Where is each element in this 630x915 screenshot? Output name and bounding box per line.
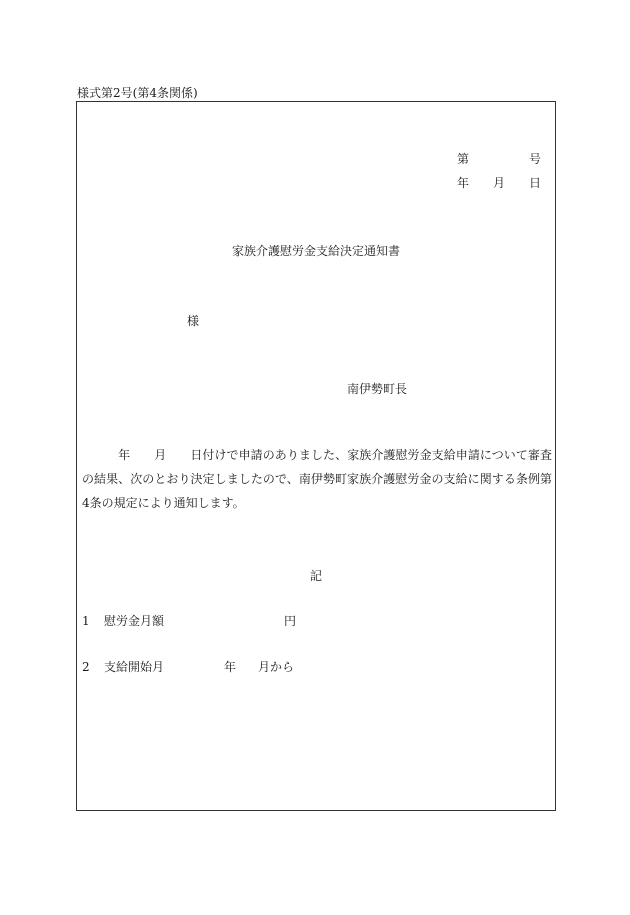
item-month-from: 月から [258, 660, 295, 674]
item-unit: 円 [284, 614, 297, 628]
document-title: 家族介護慰労金支給決定通知書 [231, 244, 400, 258]
item-monthly-amount [82, 612, 296, 629]
form-number-label: 様式第2号(第4条関係) [77, 86, 198, 100]
issue-date-row [457, 174, 541, 191]
notice-body [82, 443, 552, 515]
document-number-suffix: 号 [528, 152, 541, 166]
item-start-month [82, 658, 294, 675]
item-year: 年 [224, 660, 237, 674]
document-number-prefix: 第 [457, 152, 470, 166]
document-number-row [457, 150, 541, 167]
issue-date-month: 月 [492, 176, 505, 190]
body-year: 年 [118, 448, 131, 462]
body-text: 日付けで申請のありました、家族介護慰労金支給申請について審査の結果、次のとおり決定しましたので、南伊勢町家族介護慰労金の支給に関する条例第4条の規定により通知します。 [82, 448, 552, 510]
item-label: 支給開始月 [104, 660, 165, 674]
addressee-honorific: 様 [187, 314, 200, 328]
item-number: 2 [82, 660, 90, 674]
sender-name: 南伊勢町長 [347, 382, 408, 396]
item-number: 1 [82, 614, 90, 628]
issue-date-day: 日 [528, 176, 541, 190]
notice-frame [76, 101, 556, 811]
issue-date-year: 年 [457, 176, 470, 190]
body-month: 月 [154, 448, 167, 462]
record-heading: 記 [309, 569, 322, 583]
item-label: 慰労金月額 [104, 614, 165, 628]
